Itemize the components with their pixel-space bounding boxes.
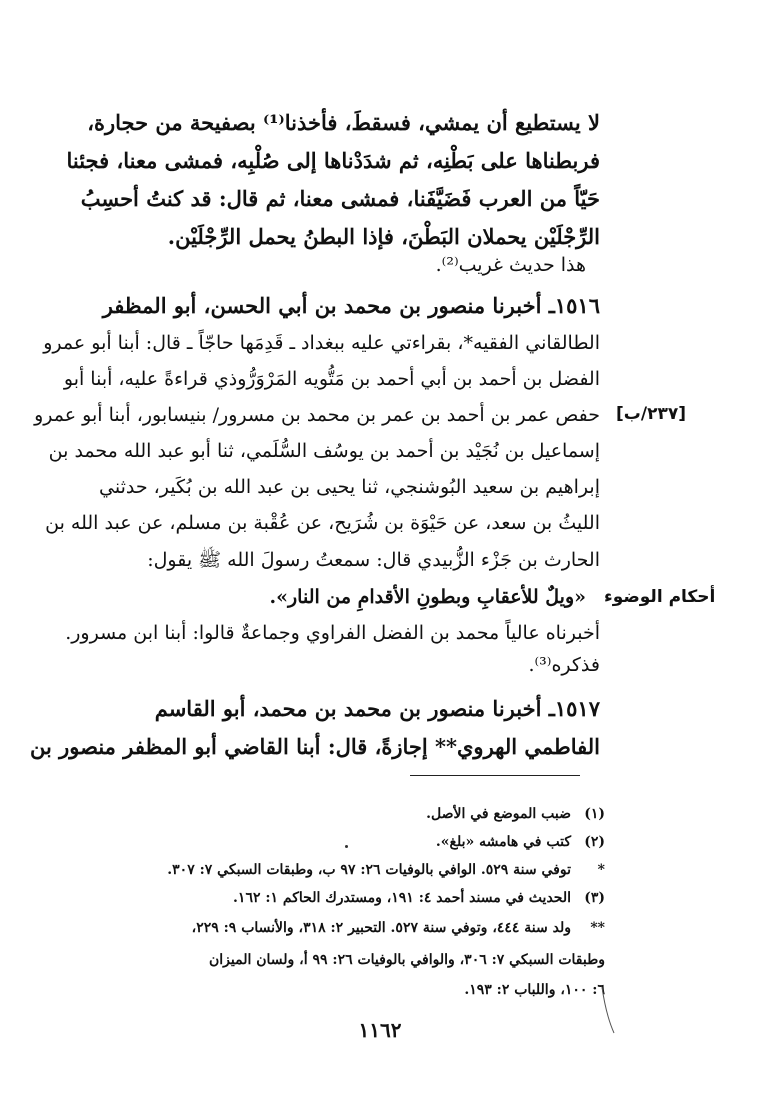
chapter-marginal-title: أحكام الوضوء <box>604 587 716 607</box>
text-line: لا يستطيع أن يمشي، فسقطَ، فأخذنا⁽¹⁾ بصفيحة من حجارة، <box>87 110 600 135</box>
text-line: الرِّجْلَيْن يحملان البَطْنَ، فإذا البطنُ يحمل الرِّجْلَيْن. <box>167 224 600 249</box>
ink-speck <box>345 845 348 848</box>
hadith-heading: ١٥١٦ـ أخبرنا منصور بن محمد بن أبي الحسن، أبو المظفر <box>102 293 600 318</box>
text-line: فذكره⁽³⁾. <box>528 654 600 676</box>
text-line: إسماعيل بن نُجَيْد بن أحمد بن يوسُف السُّلَمي، ثنا أبو عبد الله محمد بن <box>48 440 600 462</box>
footnote: (٢)كتب في هامشه «بلغ». <box>435 834 605 850</box>
footnote-continuation: وطبقات السبكي ٧: ٣٠٦، والوافي بالوفيات ٢٦: ٩٩ أ، ولسان الميزان <box>209 952 605 968</box>
footnote: (٣)الحديث في مسند أحمد ٤: ١٩١، ومستدرك الحاكم ١: ١٦٢. <box>233 890 605 906</box>
footnote: (١)ضبب الموضع في الأصل. <box>426 806 605 822</box>
hadith-text: «ويلٌ للأعقابِ وبطونِ الأقدامِ من النار». <box>269 586 586 608</box>
folio-marker: [٢٣٧/ب] <box>616 404 686 424</box>
text-line: إبراهيم بن سعيد البُوشنجي، ثنا يحيى بن عبد الله بن بُكَير، حدثني <box>99 476 600 498</box>
text-line: الفضل بن أحمد بن أبي أحمد بن مَتُّويه المَرْوَرُّوذي قراءةً عليه، أبنا أبو <box>63 368 600 390</box>
text-line: الحارث بن جَزْء الزُّبيدي قال: سمعتُ رسولَ الله ﷺ يقول: <box>147 549 600 571</box>
footnote: *توفي سنة ٥٢٩. الوافي بالوفيات ٢٦: ٩٧ ب، وطبقات السبكي ٧: ٣٠٧. <box>167 862 605 878</box>
footnote-continuation: ٦: ١٠٠، واللباب ٢: ١٩٣. <box>464 982 605 998</box>
text-line: فربطناها على بَطْنِه، ثم شدَدْناها إلى صُلْبِه، فمشى معنا، فجئنا <box>66 148 600 173</box>
text-line: الفاطمي الهروي** إجازةً، قال: أبنا القاضي أبو المظفر منصور بن <box>30 734 600 759</box>
text-line: أخبرناه عالياً محمد بن الفضل الفراوي وجماعةٌ قالوا: أبنا ابن مسرور. <box>65 622 600 644</box>
footnote: **ولد سنة ٤٤٤، وتوفي سنة ٥٢٧. التحبير ٢: ٣١٨، والأنساب ٩: ٢٢٩، <box>191 920 605 936</box>
hadith-heading: ١٥١٧ـ أخبرنا منصور بن محمد بن محمد، أبو القاسم <box>154 696 600 721</box>
text-line: الليثُ بن سعد، عن حَيْوَة بن شُرَيح، عن عُقْبة بن مسلم، عن عبد الله بن <box>45 512 600 534</box>
text-line: الطالقاني الفقيه*، بقراءتي عليه ببغداد ـ قَدِمَها حاجّاً ـ قال: أبنا أبو عمرو <box>43 332 600 354</box>
text-line: حفص عمر بن أحمد بن عمر بن محمد بن مسرور/ بنيسابور، أبنا أبو عمرو <box>34 404 600 426</box>
page-number: ١١٦٢ <box>358 1018 402 1042</box>
text-line: هذا حديث غريب⁽²⁾. <box>435 254 586 276</box>
margin-pen-stroke <box>600 985 616 1035</box>
text-line: حَيّاً من العرب فَضَيَّفَنا، فمشى معنا، ثم قال: قد كنتُ أحسِبُ <box>80 186 600 211</box>
footnote-separator <box>410 775 580 776</box>
